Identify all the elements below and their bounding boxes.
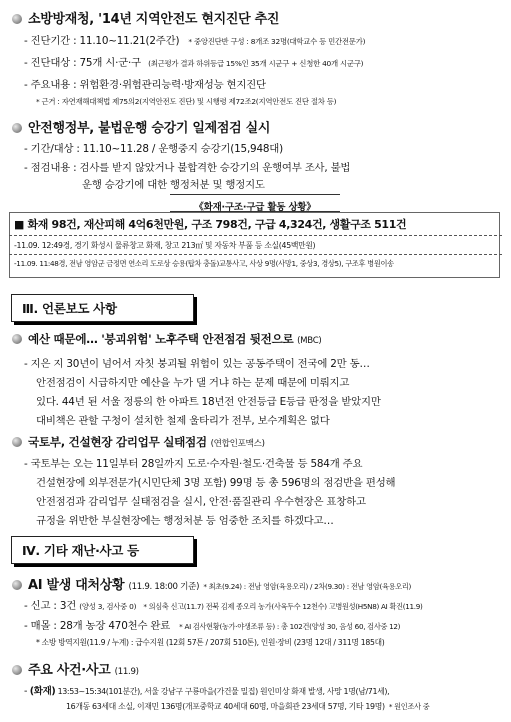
ai-report-note: * 의심축 신고(11.7) 전북 김제 종오리 농가(사육두수 12천수) 고병원성(H5N8) AI 확진(11.9) bbox=[143, 602, 423, 611]
news1-line3: 있다. 44년 된 서울 정릉의 한 아파트 18년전 안전등급 E등급 판정을 받았지만 bbox=[36, 396, 381, 408]
status-divider bbox=[9, 235, 502, 236]
section2-period: - 기간/대상 : 11.10~11.28 / 운행중지 승강기(15,948대) bbox=[24, 143, 283, 155]
status-box-title bbox=[170, 194, 340, 212]
bullet-icon bbox=[12, 665, 22, 675]
section1-target-label: - 진단대상 : 75개 시·군·구 bbox=[24, 57, 141, 69]
section1-period bbox=[24, 32, 365, 47]
status-summary: ■ 화재 98건, 재산피해 4억6천만원, 구조 798건, 구급 4,324건, 생활구조 511건 bbox=[14, 218, 407, 231]
news1-headline bbox=[12, 331, 322, 347]
accidents-heading-text: 주요 사건·사고 bbox=[28, 663, 111, 678]
news2-headline-text: 국토부, 건설현장 감리업무 실태점검 bbox=[28, 435, 207, 449]
bullet-icon bbox=[12, 437, 22, 447]
ai-report-label: - 신고 : 3건 bbox=[24, 600, 77, 612]
ai-heading bbox=[12, 574, 411, 593]
section1-heading bbox=[12, 8, 279, 27]
section1-period-label: - 진단기간 : 11.10~11.21(2주간) bbox=[24, 35, 180, 47]
section1-target bbox=[24, 54, 363, 69]
news1-headline-text: 예산 때문에… '붕괴위험' 노후주택 안전점검 뒷전으로 bbox=[28, 332, 294, 346]
accidents-date: (11.9) bbox=[114, 667, 139, 677]
news1-source: (MBC) bbox=[297, 336, 322, 346]
news1-line4: 대비책은 관할 구청이 설치한 철제 울타리가 전부, 보수계획은 없다 bbox=[36, 415, 330, 427]
section1-basis: * 근거 : 자연재해대책법 제75의2(지역안전도 진단) 및 시행령 제72조2(지역안전도 진단 절차 등) bbox=[36, 97, 337, 106]
status-box-title-text: 《화재·구조·구급 활동 상황》 bbox=[194, 202, 316, 213]
ai-report bbox=[24, 597, 423, 612]
bullet-icon bbox=[12, 580, 22, 590]
fire-line2-text: 16개동 63세대 소실, 이재민 136명(개포중학교 40세대 60명, 마을회관 23세대 57명, 기타 19명) bbox=[66, 702, 385, 711]
section2-content-line1: - 점검내용 : 검사를 받지 않았거나 불합격한 승강기의 운행여부 조사, 불법 bbox=[24, 162, 351, 174]
ai-note: * 최초(9.24) : 전남 영암(육용오리) / 2차(9.30) : 전남 영암(육용오리) bbox=[203, 582, 412, 591]
news2-line2: 건설현장에 외부전문가(시민단체 3명 포함) 99명 등 총 596명의 점검반을 편성해 bbox=[36, 477, 396, 489]
fire-line2 bbox=[66, 701, 429, 712]
section1-target-note: (최근평가 결과 하위등급 15%인 35개 시군구 + 신청한 40개 시군구) bbox=[148, 59, 364, 68]
fire-note: * 원인조사 중 bbox=[388, 702, 430, 711]
news2-source: (연합인포맥스) bbox=[210, 439, 265, 449]
section2-heading-text: 안전행정부, 불법운행 승강기 일제점검 실시 bbox=[28, 121, 271, 136]
ai-cull bbox=[24, 617, 400, 632]
section4-title: Ⅳ. 기타 재난·사고 등 bbox=[22, 543, 139, 558]
status-item-2: -11.09. 11:48경, 전남 영암군 금정면 연소리 도로상 승용(탑차 충돌)교통사고, 사상 9명(사망1, 중상3, 경상5), 구조후 병원이송 bbox=[14, 259, 394, 268]
bullet-icon bbox=[12, 14, 22, 24]
ai-cull-label: - 매몰 : 28개 농장 470천수 완료 bbox=[24, 620, 171, 632]
section2-heading bbox=[12, 117, 270, 136]
news2-headline bbox=[12, 434, 265, 450]
news1-line1: - 지은 지 30년이 넘어서 자칫 붕괴될 위험이 있는 공동주택이 전국에 2만 동… bbox=[24, 358, 370, 370]
fire-line1-text: 13:53~15:34(101분간), 서울 강남구 구룡마을(가건물 밀집) 원인미상 화재 발생, 사망 1명(남/71세), bbox=[57, 687, 390, 696]
section1-heading-text: 소방방재청, '14년 지역안전도 현지진단 추진 bbox=[28, 12, 280, 27]
news2-line4: 규정을 위반한 부실현장에는 행정처분 등 엄중한 조치를 하겠다고… bbox=[36, 515, 334, 527]
status-divider bbox=[9, 254, 502, 255]
ai-cull-note: * AI 검사현황(농가·야생조류 등) : 총 102건(양성 30, 음성 60, 검사중 12) bbox=[179, 622, 401, 631]
ai-heading-text: AI 발생 대처상황 bbox=[28, 578, 125, 593]
bullet-icon bbox=[12, 123, 22, 133]
ai-time: (11.9. 18:00 기준) bbox=[128, 582, 200, 592]
section3-title: Ⅲ. 언론보도 사항 bbox=[22, 301, 117, 316]
ai-support: * 소방 방역지원(11.9 / 누계) : 급수지원 (12회 57톤 / 207회 510톤), 인원·장비 (23명 12대 / 311명 185대) bbox=[36, 638, 385, 647]
section3-title-box bbox=[11, 294, 194, 322]
fire-line1: - (화재) 13:53~15:34(101분간), 서울 강남구 구룡마을(가건물 밀집) 원인미상 화재 발생, 사망 1명(남/71세), bbox=[24, 686, 390, 697]
news1-line2: 안전점검이 시급하지만 예산을 누가 댈 거냐 하는 문제 때문에 미뤄지고 bbox=[36, 377, 350, 389]
fire-label: (화재) bbox=[29, 686, 56, 697]
status-item-1: -11.09. 12:49경, 경기 화성시 물류창고 화재, 창고 213㎡ 및 자동차 부품 등 소실(45백만원) bbox=[14, 241, 316, 250]
section1-period-note: * 중앙진단반 구성 : 8개조 32명(대학교수 등 민간전문가) bbox=[188, 37, 366, 46]
bullet-icon bbox=[12, 334, 22, 344]
news2-line1: - 국토부는 오는 11일부터 28일까지 도로·수자원·철도·건축물 등 584개 주요 bbox=[24, 458, 363, 470]
ai-report-detail: (양성 3, 검사중 0) bbox=[79, 602, 137, 611]
accidents-heading bbox=[12, 659, 139, 678]
news2-line3: 안전점검과 감리업무 실태점검을 실시, 안전·품질관리 우수현장은 표창하고 bbox=[36, 496, 366, 508]
section4-title-box bbox=[11, 536, 194, 564]
section2-content-line2: 운행 승강기에 대한 행정처분 및 행정지도 bbox=[82, 179, 265, 191]
section1-content: - 주요내용 : 위험환경·위험관리능력·방재성능 현지진단 bbox=[24, 79, 266, 91]
